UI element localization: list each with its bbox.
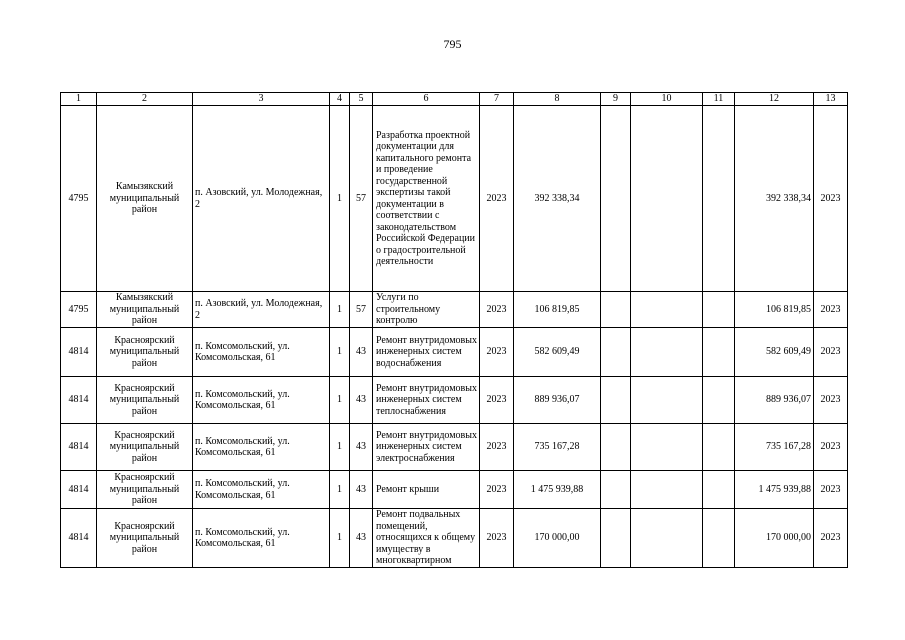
cell-total: 889 936,07	[735, 377, 814, 424]
cell-col5: 43	[350, 509, 373, 568]
cell-district: Красноярский муниципальный район	[97, 509, 193, 568]
cell-district: Красноярский муниципальный район	[97, 471, 193, 509]
cell-col9	[601, 292, 631, 328]
cell-address: п. Азовский, ул. Молодежная, 2	[193, 106, 330, 292]
cell-address: п. Комсомольский, ул. Комсомольская, 61	[193, 328, 330, 377]
table-row	[61, 509, 848, 568]
cell-year: 2023	[480, 471, 514, 509]
cell-year: 2023	[480, 377, 514, 424]
cell-district: Камызякский муниципальный район	[97, 106, 193, 292]
cell-work-type: Ремонт крыши	[373, 471, 480, 509]
cell-col10	[631, 509, 703, 568]
column-header: 8	[514, 93, 601, 106]
cell-id: 4795	[61, 292, 97, 328]
cell-col11	[703, 292, 735, 328]
cell-col5: 43	[350, 328, 373, 377]
cell-col11	[703, 328, 735, 377]
column-header: 13	[814, 93, 848, 106]
table-row	[61, 377, 848, 424]
cell-col5: 57	[350, 292, 373, 328]
cell-col4: 1	[330, 328, 350, 377]
table-row	[61, 292, 848, 328]
cell-col11	[703, 471, 735, 509]
cell-address: п. Комсомольский, ул. Комсомольская, 61	[193, 377, 330, 424]
cell-col9	[601, 328, 631, 377]
cell-col5: 43	[350, 471, 373, 509]
column-header: 1	[61, 93, 97, 106]
cell-id: 4814	[61, 424, 97, 471]
column-header: 10	[631, 93, 703, 106]
cell-total: 106 819,85	[735, 292, 814, 328]
cell-year: 2023	[480, 292, 514, 328]
cell-cost: 582 609,49	[514, 328, 601, 377]
column-header: 5	[350, 93, 373, 106]
cell-year-end: 2023	[814, 292, 848, 328]
cell-col5: 57	[350, 106, 373, 292]
cell-id: 4795	[61, 106, 97, 292]
cell-id: 4814	[61, 377, 97, 424]
cell-total: 582 609,49	[735, 328, 814, 377]
cell-cost: 392 338,34	[514, 106, 601, 292]
header-row	[61, 93, 848, 106]
cell-col10	[631, 106, 703, 292]
cell-work-type: Разработка проектной документации для капитального ремонта и проведение государственной экспертизы такой документации в соответствии с законодательством Российской Федерации о градостроительной деятельности	[373, 106, 480, 292]
cell-total: 392 338,34	[735, 106, 814, 292]
cell-work-type: Ремонт внутридомовых инженерных систем электроснабжения	[373, 424, 480, 471]
cell-year: 2023	[480, 328, 514, 377]
cell-col9	[601, 106, 631, 292]
cell-id: 4814	[61, 509, 97, 568]
column-header: 3	[193, 93, 330, 106]
column-header: 4	[330, 93, 350, 106]
table-row	[61, 106, 848, 292]
data-table	[60, 92, 848, 568]
cell-year: 2023	[480, 106, 514, 292]
cell-work-type: Услуги по строительному контролю	[373, 292, 480, 328]
cell-year-end: 2023	[814, 424, 848, 471]
column-header: 11	[703, 93, 735, 106]
cell-col4: 1	[330, 292, 350, 328]
cell-col5: 43	[350, 424, 373, 471]
cell-col5: 43	[350, 377, 373, 424]
column-header: 9	[601, 93, 631, 106]
page-number: 795	[443, 37, 462, 51]
column-header: 12	[735, 93, 814, 106]
table-row	[61, 471, 848, 509]
cell-total: 170 000,00	[735, 509, 814, 568]
cell-col4: 1	[330, 471, 350, 509]
cell-col11	[703, 106, 735, 292]
cell-col10	[631, 377, 703, 424]
cell-work-type: Ремонт внутридомовых инженерных систем теплоснабжения	[373, 377, 480, 424]
cell-col9	[601, 377, 631, 424]
cell-district: Красноярский муниципальный район	[97, 377, 193, 424]
cell-col4: 1	[330, 377, 350, 424]
cell-col9	[601, 509, 631, 568]
cell-col4: 1	[330, 106, 350, 292]
cell-col11	[703, 424, 735, 471]
cell-col4: 1	[330, 509, 350, 568]
cell-work-type: Ремонт внутридомовых инженерных систем водоснабжения	[373, 328, 480, 377]
cell-district: Красноярский муниципальный район	[97, 328, 193, 377]
cell-col11	[703, 377, 735, 424]
column-header: 2	[97, 93, 193, 106]
cell-cost: 106 819,85	[514, 292, 601, 328]
cell-district: Красноярский муниципальный район	[97, 424, 193, 471]
cell-id: 4814	[61, 328, 97, 377]
cell-total: 1 475 939,88	[735, 471, 814, 509]
column-header: 6	[373, 93, 480, 106]
cell-col10	[631, 328, 703, 377]
cell-col10	[631, 424, 703, 471]
cell-col11	[703, 509, 735, 568]
cell-col10	[631, 292, 703, 328]
cell-district: Камызякский муниципальный район	[97, 292, 193, 328]
cell-year-end: 2023	[814, 106, 848, 292]
cell-year: 2023	[480, 509, 514, 568]
cell-cost: 735 167,28	[514, 424, 601, 471]
cell-year-end: 2023	[814, 471, 848, 509]
cell-address: п. Азовский, ул. Молодежная, 2	[193, 292, 330, 328]
cell-col9	[601, 424, 631, 471]
table-row	[61, 424, 848, 471]
cell-col9	[601, 471, 631, 509]
cell-cost: 1 475 939,88	[514, 471, 601, 509]
cell-year-end: 2023	[814, 509, 848, 568]
column-header: 7	[480, 93, 514, 106]
cell-address: п. Комсомольский, ул. Комсомольская, 61	[193, 471, 330, 509]
cell-total: 735 167,28	[735, 424, 814, 471]
cell-year: 2023	[480, 424, 514, 471]
cell-address: п. Комсомольский, ул. Комсомольская, 61	[193, 424, 330, 471]
cell-cost: 889 936,07	[514, 377, 601, 424]
cell-id: 4814	[61, 471, 97, 509]
cell-year-end: 2023	[814, 377, 848, 424]
cell-address: п. Комсомольский, ул. Комсомольская, 61	[193, 509, 330, 568]
cell-col4: 1	[330, 424, 350, 471]
cell-col10	[631, 471, 703, 509]
cell-year-end: 2023	[814, 328, 848, 377]
cell-cost: 170 000,00	[514, 509, 601, 568]
cell-work-type: Ремонт подвальных помещений, относящихся к общему имуществу в многоквартирном	[373, 509, 480, 568]
table-row	[61, 328, 848, 377]
